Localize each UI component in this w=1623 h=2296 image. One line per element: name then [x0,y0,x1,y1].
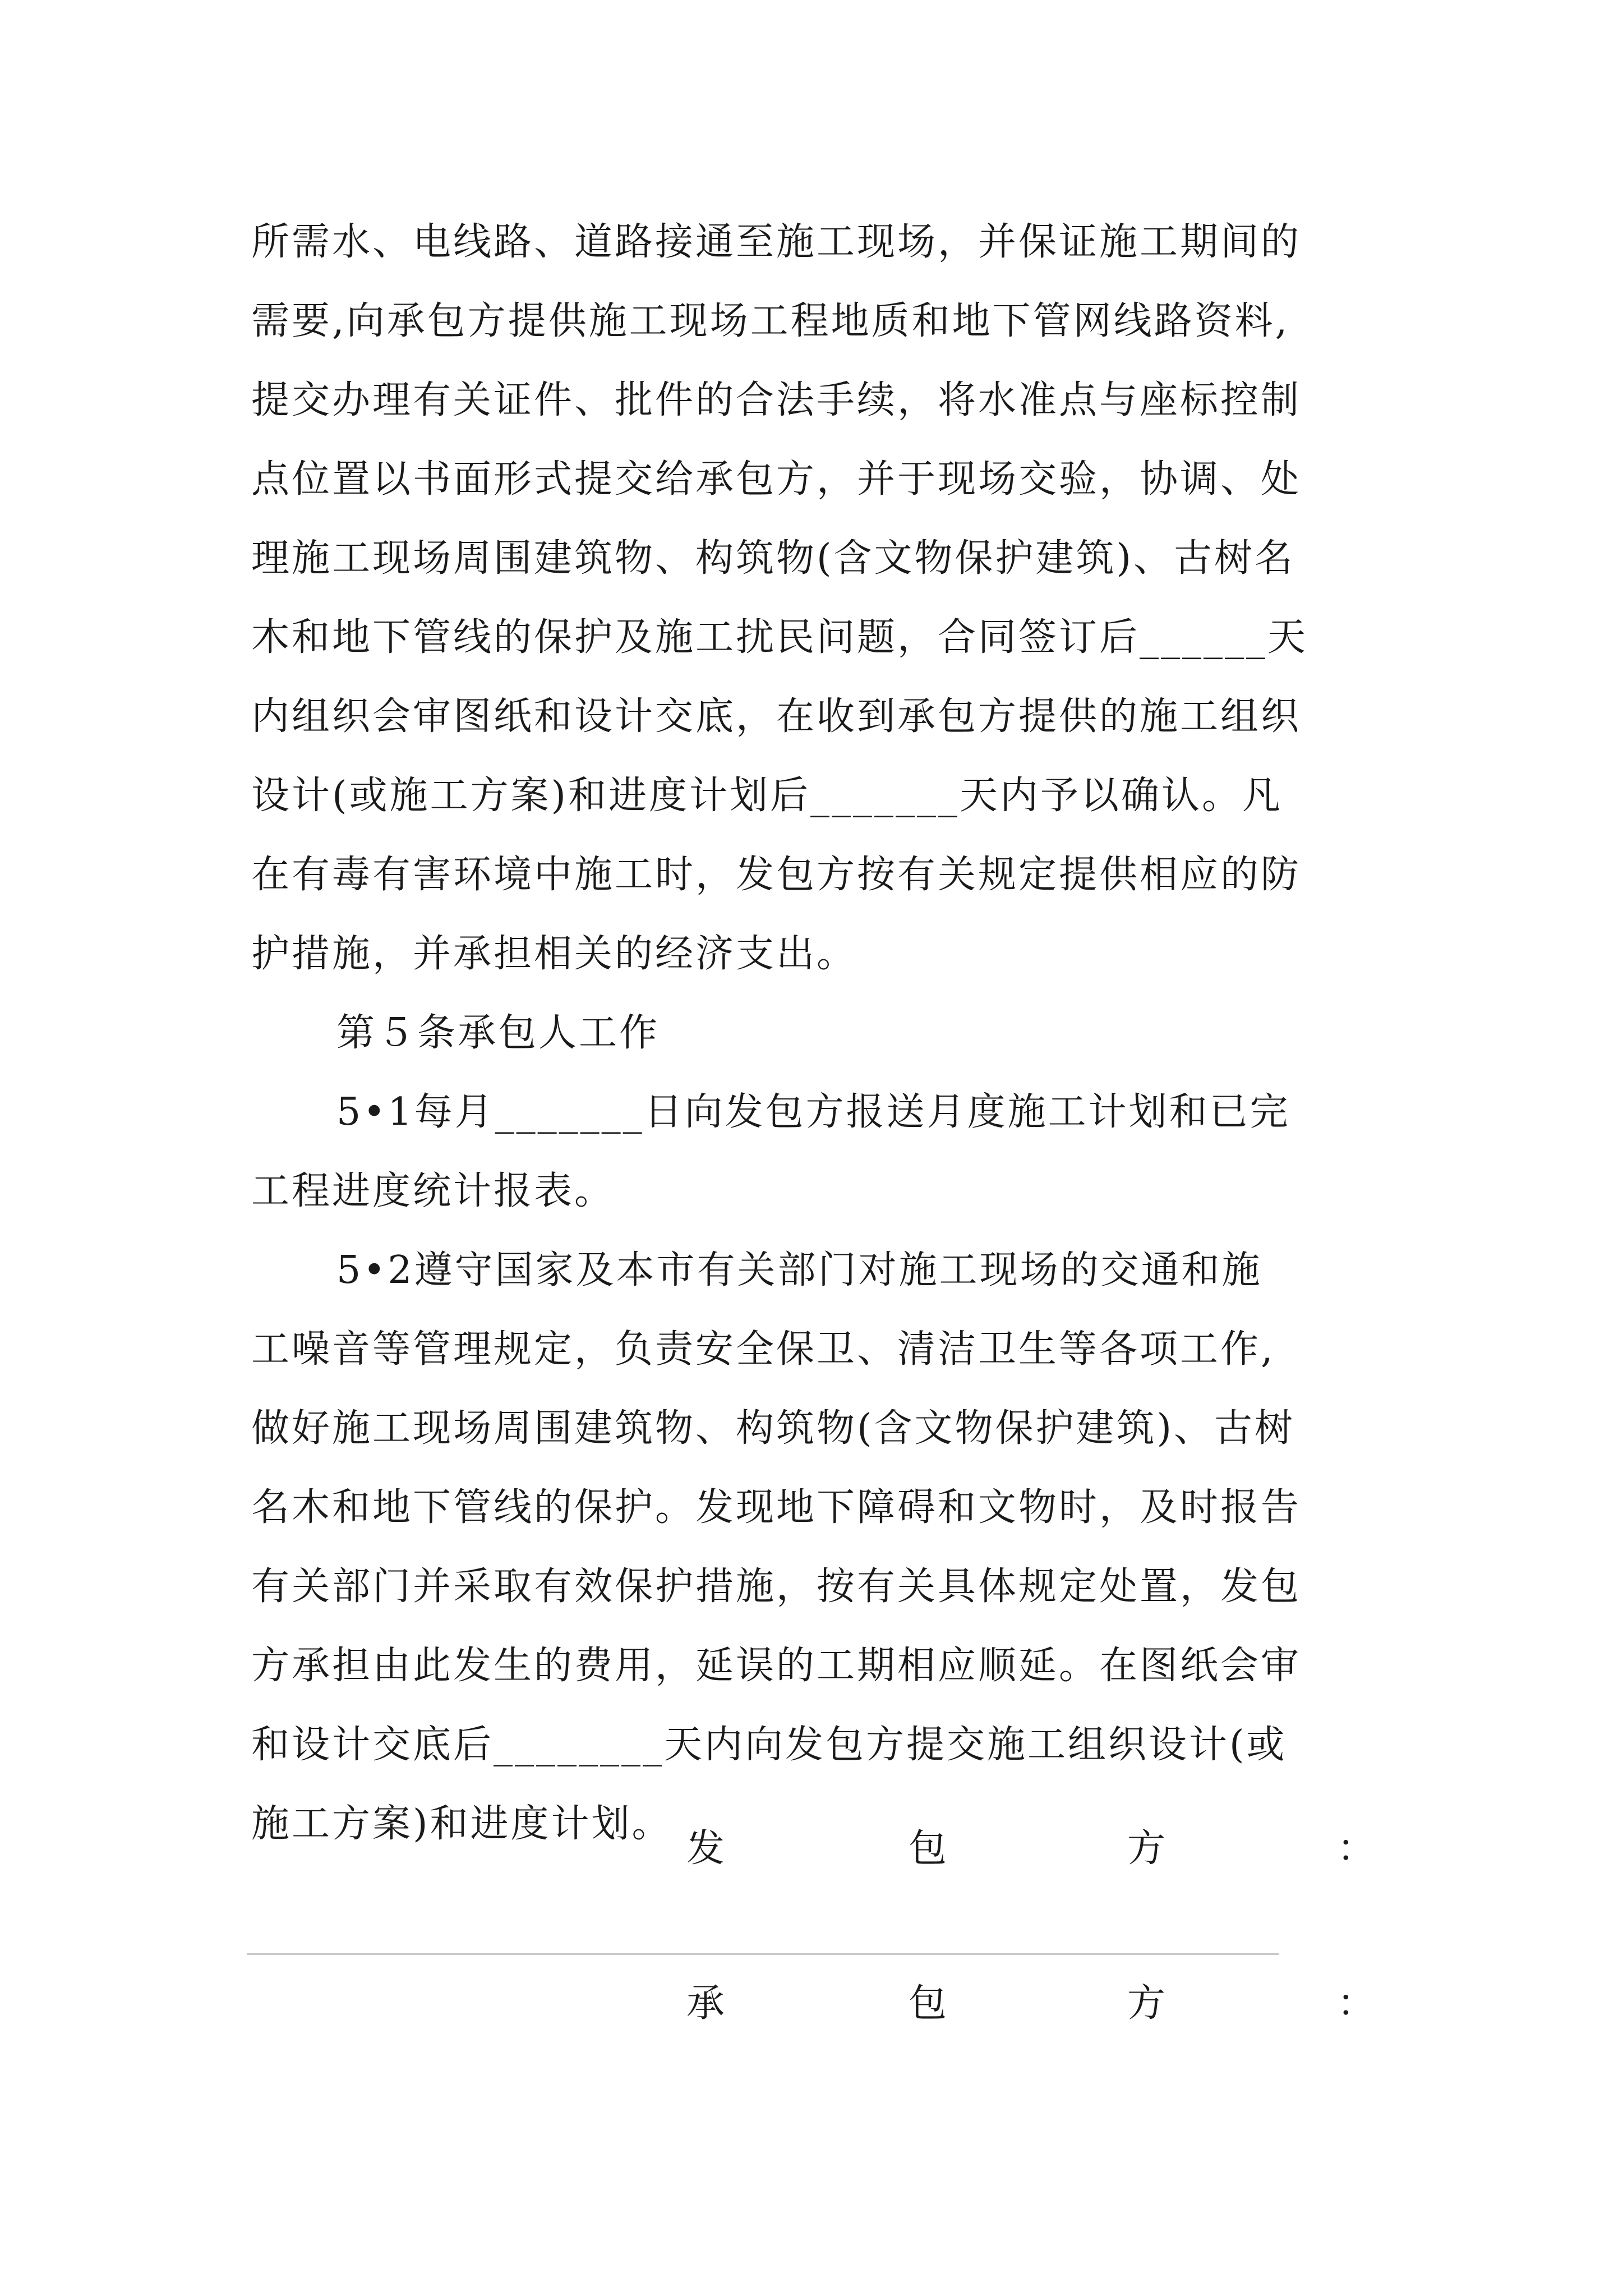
text-line: 有关部门并采取有效保护措施，按有关具体规定处置，发包 [251,1565,1302,1609]
text-line: 和设计交底后________天内向发包方提交施工组织设计(或 [251,1723,1287,1767]
signature-colon: ： [1337,1981,1376,2026]
signature-colon: ： [1337,1826,1376,1871]
signature-char: 方 [1127,1981,1166,2026]
signature-char: 包 [909,1981,947,2026]
signature-char: 包 [909,1826,947,1871]
text-line: 在有毒有害环境中施工时，发包方按有关规定提供相应的防 [251,853,1302,897]
text-line: 木和地下管线的保护及施工扰民问题，合同签订后______天 [251,615,1308,660]
text-line: 方承担由此发生的费用，延误的工期相应顺延。在图纸会审 [251,1644,1302,1688]
text-line: 所需水、电线路、道路接通至施工现场，并保证施工期间的 [251,220,1302,264]
signature-line [247,1953,1279,1955]
signature-char: 方 [1127,1826,1166,1871]
article-heading: 第５条承包人工作 [336,1011,660,1055]
text-line: 5•2遵守国家及本市有关部门对施工现场的交通和施 [336,1248,1262,1292]
text-line: 工程进度统计报表。 [251,1169,615,1213]
text-line: 做好施工现场周围建筑物、构筑物(含文物保护建筑)、古树 [251,1406,1295,1451]
signature-char: 发 [686,1826,725,1871]
text-line: 点位置以书面形式提交给承包方，并于现场交验，协调、处 [251,457,1302,501]
text-line: 内组织会审图纸和设计交底，在收到承包方提供的施工组织 [251,694,1302,739]
text-line: 护措施，并承担相关的经济支出。 [251,932,857,976]
text-line: 提交办理有关证件、批件的合法手续，将水准点与座标控制 [251,378,1302,422]
text-line: 施工方案)和进度计划。 [251,1802,672,1846]
text-line: 名木和地下管线的保护。发现地下障碍和文物时，及时报告 [251,1485,1302,1530]
text-line: 设计(或施工方案)和进度计划后_______天内予以确认。凡 [251,774,1283,818]
text-line: 工噪音等管理规定，负责安全保卫、清洁卫生等各项工作, [251,1327,1275,1372]
text-line: 需要,向承包方提供施工现场工程地质和地下管网线路资料, [251,299,1290,343]
text-line: 理施工现场周围建筑物、构筑物(含文物保护建筑)、古树名 [251,536,1295,581]
text-line: 5•1每月_______日向发包方报送月度施工计划和已完 [336,1090,1290,1134]
signature-char: 承 [686,1981,725,2026]
